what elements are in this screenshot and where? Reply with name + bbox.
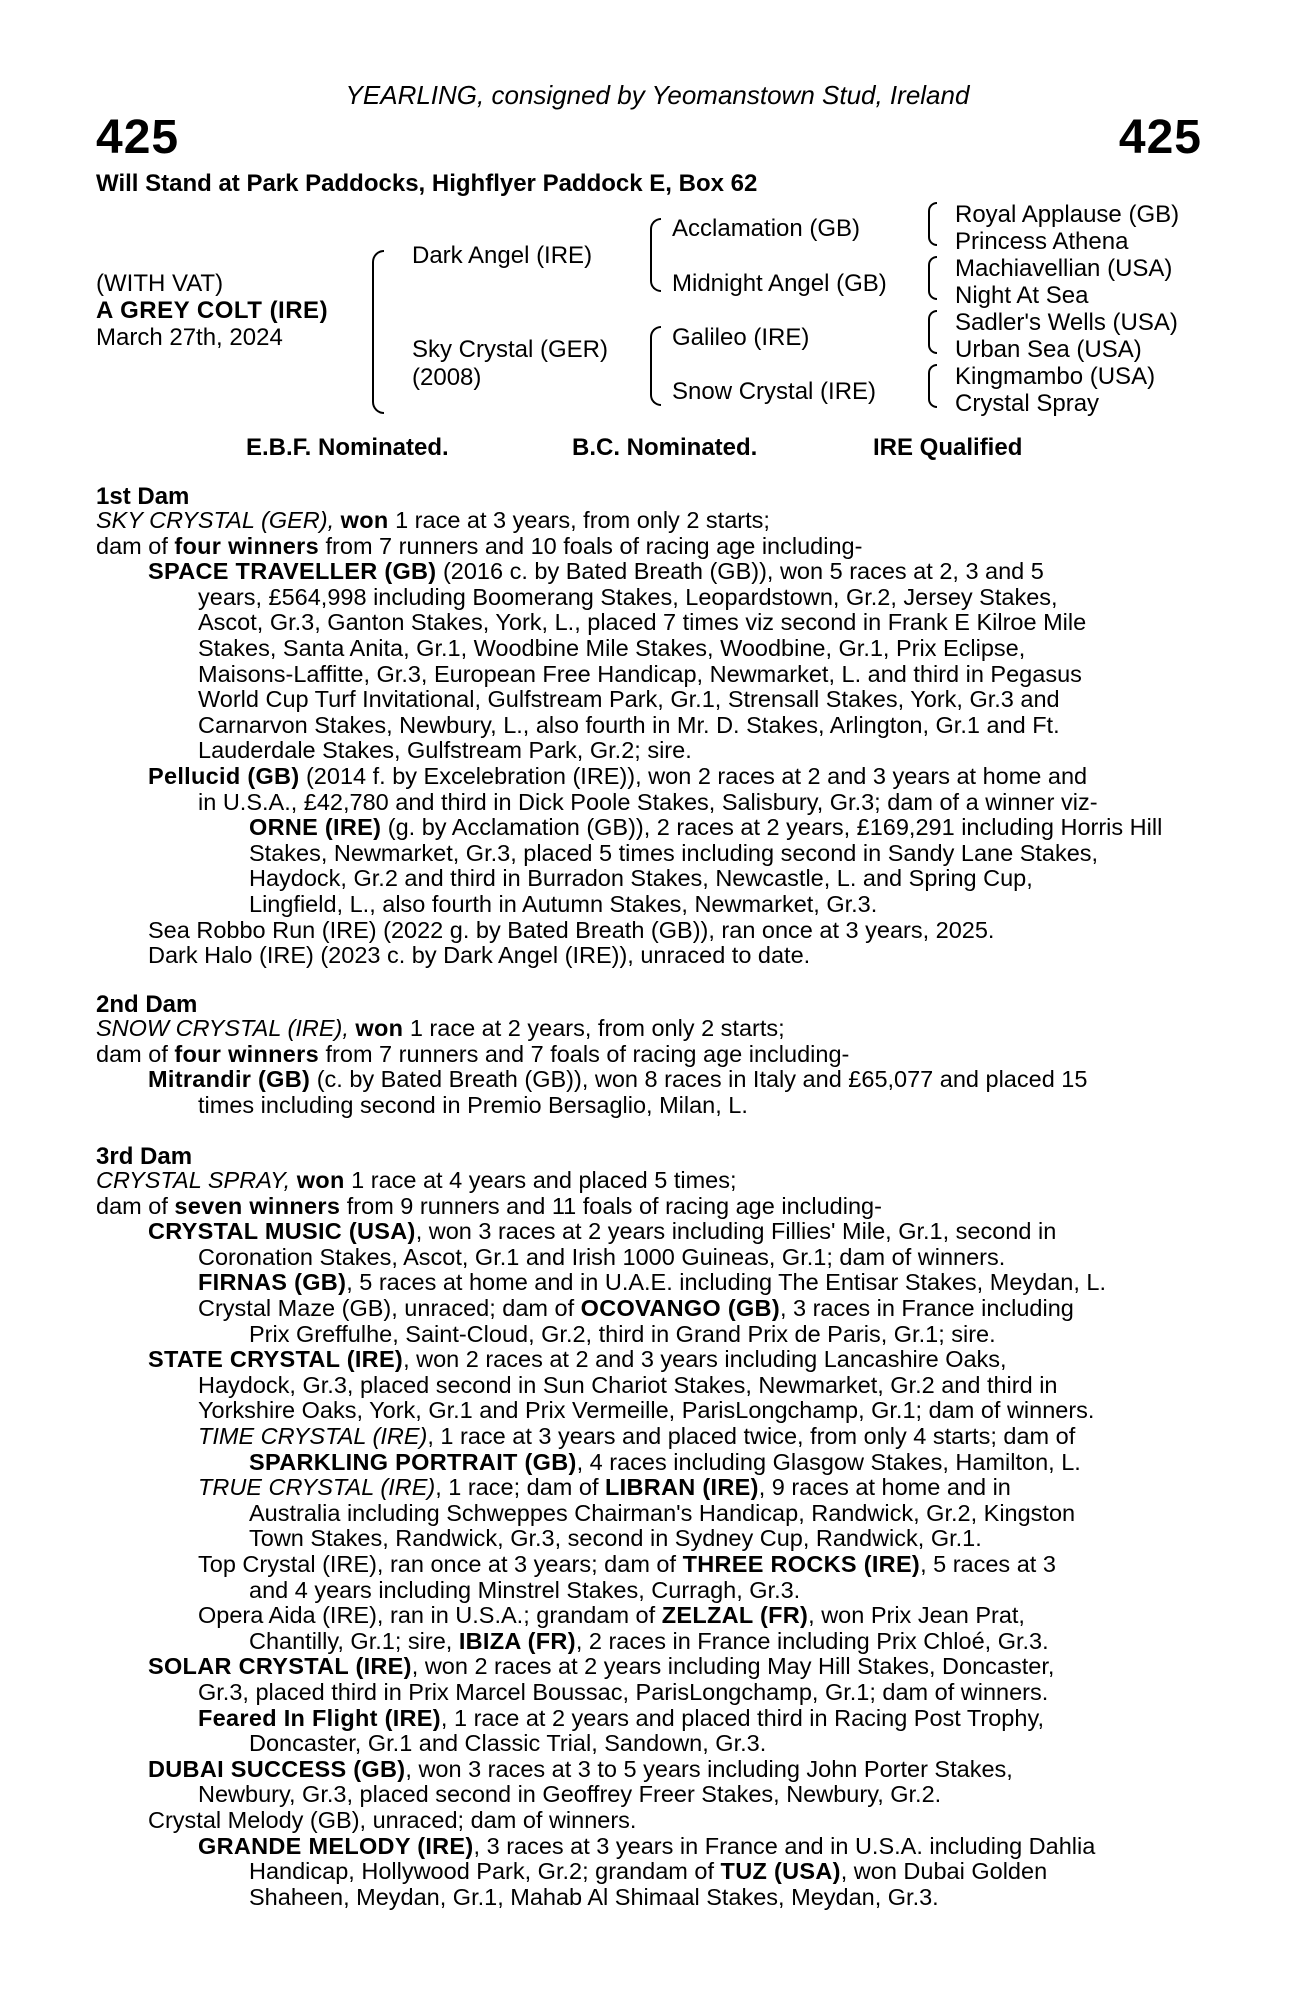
- foaling-date: March 27th, 2024: [96, 324, 283, 351]
- progeny-space-traveller-detail: years, £564,998 including Boomerang Stakes, Leopardstown, Gr.2, Jersey Stakes, Ascot, Gr.3, Ganton Stakes, York, L., placed 7 times viz second in Frank E Kilroe Mile Stakes, Santa Anita, Gr.1, Woodbine Mile Stakes, Woodbine, Gr.1, Prix Eclipse, Maisons-Laffitte, Gr.3, European Free Handicap, Newmarket, L. and third in Pegasus World Cup Turf Invitational, Gulfstream Park, Gr.1, Strensall Stakes, York, Gr.3 and Carnarvon Stakes, Newbury, L., also fourth in Mr. D. Stakes, Arlington, Gr.1 and Ft. Lauderdale Stakes, Gulfstream Park, Gr.2; sire.: [198, 583, 1087, 764]
- pedigree-brace-g3: [928, 310, 937, 354]
- pedigree-g6: Urban Sea (USA): [955, 336, 1142, 363]
- entry-firnas: FIRNAS (GB), 5 races at home and in U.A.E. including The Entisar Stakes, Meydan, L.: [198, 1269, 1107, 1296]
- progeny-pellucid: Pellucid (GB) (2014 f. by Excelebration (IRE)), won 2 races at 2 and 3 years at home and: [148, 763, 1088, 789]
- entry-opera-aida-detail: Chantilly, Gr.1; sire, IBIZA (FR), 2 races in France including Prix Chloé, Gr.3.: [249, 1627, 1049, 1654]
- entry-state-crystal: STATE CRYSTAL (IRE), won 2 races at 2 and 3 years including Lancashire Oaks,: [148, 1346, 1007, 1373]
- first-dam-heading: 1st Dam: [96, 483, 190, 510]
- pedigree-g4: Night At Sea: [955, 282, 1089, 309]
- entry-dubai-success-detail: Newbury, Gr.3, placed second in Geoffrey Freer Stakes, Newbury, Gr.2.: [198, 1781, 942, 1808]
- progeny-space-traveller: SPACE TRAVELLER (GB) (2016 c. by Bated Breath (GB)), won 5 races at 2, 3 and 5: [148, 558, 1044, 585]
- lot-number-left: 425: [96, 111, 180, 164]
- pedigree-sire: Dark Angel (IRE): [412, 242, 593, 269]
- progeny-others: Sea Robbo Run (IRE) (2022 g. by Bated Breath (GB)), ran once at 3 years, 2025. Dark Halo (IRE) (2023 c. by Dark Angel (IRE)), unraced to date.: [148, 916, 995, 969]
- entry-crystal-melody: Crystal Melody (GB), unraced; dam of winners.: [148, 1807, 637, 1833]
- progeny-mitrandir: Mitrandir (GB) (c. by Bated Breath (GB)), won 8 races in Italy and £65,077 and placed 15: [148, 1066, 1088, 1093]
- entry-time-crystal: TIME CRYSTAL (IRE), 1 race at 3 years and placed twice, from only 4 starts; dam of: [198, 1423, 1076, 1449]
- pedigree-brace-main: [372, 250, 384, 414]
- ire-qualification: IRE Qualified: [873, 434, 1023, 461]
- pedigree-sire-dam: Midnight Angel (GB): [672, 270, 887, 297]
- entry-grande-melody: GRANDE MELODY (IRE), 3 races at 3 years in France and in U.S.A. including Dahlia: [198, 1832, 1096, 1859]
- lot-number-right: 425: [1118, 111, 1202, 164]
- entry-true-crystal-detail: Australia including Schweppes Chairman's Handicap, Randwick, Gr.2, Kingston Town Stakes, Randwick, Gr.3, second in Sydney Cup, Randwick, Gr.1.: [249, 1499, 1076, 1552]
- entry-grande-melody-detail: Handicap, Hollywood Park, Gr.2; grandam of TUZ (USA), won Dubai Golden Shaheen, Meydan, Gr.1, Mahab Al Shimaal Stakes, Meydan, Gr.3.: [249, 1858, 1048, 1910]
- pedigree-brace-sire: [650, 218, 661, 292]
- pedigree-g7: Kingmambo (USA): [955, 363, 1156, 390]
- entry-top-crystal-detail: and 4 years including Minstrel Stakes, Curragh, Gr.3.: [249, 1576, 801, 1603]
- entry-crystal-music-detail: Coronation Stakes, Ascot, Gr.1 and Irish 1000 Guineas, Gr.1; dam of winners.: [198, 1243, 1006, 1270]
- pedigree-g3: Machiavellian (USA): [955, 255, 1173, 282]
- pedigree-brace-g1: [928, 202, 937, 246]
- pedigree-dam-dam: Snow Crystal (IRE): [672, 378, 877, 405]
- bc-nomination: B.C. Nominated.: [572, 434, 758, 461]
- entry-opera-aida: Opera Aida (IRE), ran in U.S.A.; grandam of ZELZAL (FR), won Prix Jean Prat,: [198, 1602, 1025, 1629]
- stand-location: Will Stand at Park Paddocks, Highflyer Paddock E, Box 62: [96, 170, 758, 197]
- consignment-line: YEARLING, consigned by Yeomanstown Stud, Ireland: [345, 80, 970, 110]
- entry-top-crystal: Top Crystal (IRE), ran once at 3 years; dam of THREE ROCKS (IRE), 5 races at 3: [198, 1551, 1056, 1577]
- second-dam-intro: SNOW CRYSTAL (IRE), won 1 race at 2 years, from only 2 starts; dam of four winners from 7 runners and 7 foals of racing age including-: [96, 1015, 850, 1067]
- pedigree-brace-dam: [650, 326, 661, 406]
- entry-dubai-success: DUBAI SUCCESS (GB), won 3 races at 3 to 5 years including John Porter Stakes,: [148, 1755, 1013, 1782]
- pedigree-dam-sire: Galileo (IRE): [672, 324, 810, 351]
- third-dam-heading: 3rd Dam: [96, 1143, 193, 1170]
- entry-state-crystal-detail: Haydock, Gr.3, placed second in Sun Chariot Stakes, Newmarket, Gr.2 and third in Yorkshire Oaks, York, Gr.1 and Prix Vermeille, ParisLongchamp, Gr.1; dam of winners.: [198, 1371, 1095, 1424]
- pedigree-dam: Sky Crystal (GER): [412, 336, 609, 363]
- entry-time-crystal-detail: SPARKLING PORTRAIT (GB), 4 races including Glasgow Stakes, Hamilton, L.: [249, 1448, 1081, 1475]
- progeny-mitrandir-detail: times including second in Premio Bersaglio, Milan, L.: [198, 1091, 748, 1118]
- pedigree-brace-g2: [928, 256, 937, 300]
- entry-feared-in-flight: Feared In Flight (IRE), 1 race at 2 years and placed third in Racing Post Trophy,: [198, 1704, 1044, 1731]
- progeny-orne: ORNE (IRE) (g. by Acclamation (GB)), 2 races at 2 years, £169,291 including Horris Hill Stakes, Newmarket, Gr.3, placed 5 times including second in Sandy Lane Stakes, Haydock, Gr.2 and third in Burradon Stakes, Newcastle, L. and Spring Cup, Lingfield, L., also fourth in Autumn Stakes, Newmarket, Gr.3.: [249, 814, 1163, 917]
- vat-label: (WITH VAT): [96, 270, 224, 297]
- entry-crystal-music: CRYSTAL MUSIC (USA), won 3 races at 2 years including Fillies' Mile, Gr.1, second in: [148, 1218, 1057, 1245]
- entry-solar-crystal: SOLAR CRYSTAL (IRE), won 2 races at 2 years including May Hill Stakes, Doncaster,: [148, 1653, 1055, 1680]
- entry-solar-crystal-detail: Gr.3, placed third in Prix Marcel Boussac, ParisLongchamp, Gr.1; dam of winners.: [198, 1679, 1049, 1705]
- entry-feared-in-flight-detail: Doncaster, Gr.1 and Classic Trial, Sandown, Gr.3.: [249, 1730, 767, 1757]
- pedigree-brace-g4: [928, 364, 937, 408]
- third-dam-intro: CRYSTAL SPRAY, won 1 race at 4 years and placed 5 times; dam of seven winners from 9 runners and 11 foals of racing age including-: [96, 1167, 882, 1219]
- entry-crystal-maze: Crystal Maze (GB), unraced; dam of OCOVANGO (GB), 3 races in France including: [198, 1295, 1074, 1321]
- pedigree-dam-year: (2008): [412, 364, 482, 391]
- pedigree-g5: Sadler's Wells (USA): [955, 309, 1178, 336]
- entry-crystal-maze-detail: Prix Greffulhe, Saint-Cloud, Gr.2, third in Grand Prix de Paris, Gr.1; sire.: [249, 1320, 996, 1347]
- first-dam-intro: SKY CRYSTAL (GER), won 1 race at 3 years, from only 2 starts; dam of four winners from 7 runners and 10 foals of racing age including-: [96, 507, 863, 559]
- pedigree-sire-sire: Acclamation (GB): [672, 215, 861, 242]
- pedigree-g2: Princess Athena: [955, 228, 1129, 255]
- pedigree-g1: Royal Applause (GB): [955, 201, 1180, 228]
- pedigree-g8: Crystal Spray: [955, 390, 1100, 417]
- progeny-pellucid-detail: in U.S.A., £42,780 and third in Dick Poole Stakes, Salisbury, Gr.3; dam of a winner viz-: [198, 788, 1098, 815]
- ebf-nomination: E.B.F. Nominated.: [246, 434, 449, 461]
- horse-description: A GREY COLT (IRE): [96, 297, 329, 324]
- entry-true-crystal: TRUE CRYSTAL (IRE), 1 race; dam of LIBRAN (IRE), 9 races at home and in: [198, 1474, 1011, 1501]
- second-dam-heading: 2nd Dam: [96, 991, 198, 1018]
